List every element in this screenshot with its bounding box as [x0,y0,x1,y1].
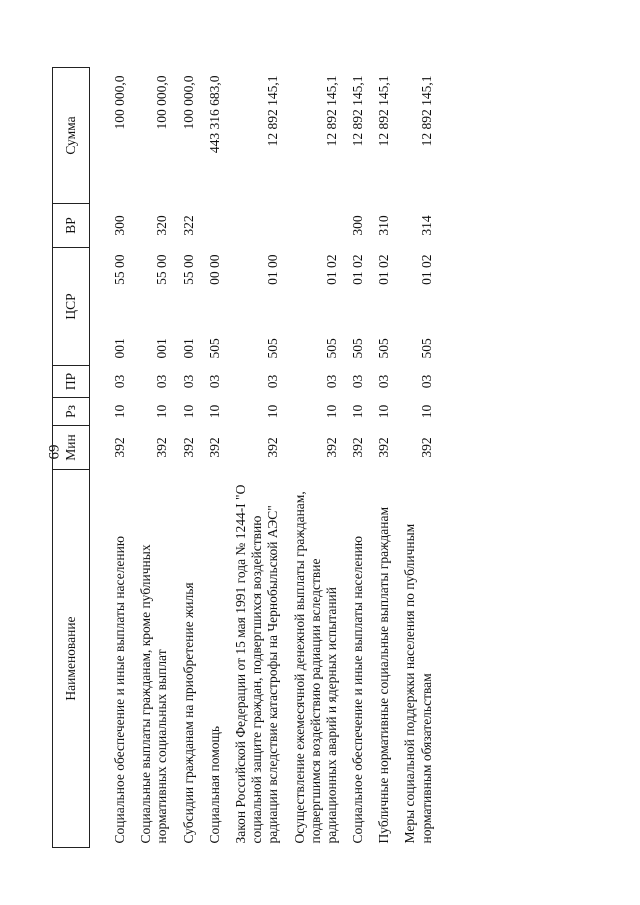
header-name: Наименование [53,470,90,848]
row-sum: 12 892 145,1 [265,75,281,147]
table-row [175,68,201,848]
row-min: 392 [323,437,339,458]
table-row [396,68,438,848]
row-min: 392 [112,437,127,458]
table-row [286,68,345,848]
budget-table [52,67,439,848]
row-csr-part2: 01 02 [350,254,366,285]
row-sum: 100 000,0 [154,75,170,130]
row-csr-part2: 01 00 [265,254,281,285]
row-name: Публичные нормативные социальные выплаты гражданам [376,506,392,844]
row-min: 392 [180,437,196,458]
row-pr: 03 [265,374,281,389]
row-csr [227,248,286,366]
row-sum: 12 892 145,1 [323,75,339,147]
row-csr-part2: 55 00 [154,254,170,285]
row-rz: 10 [180,404,196,419]
row-csr-part1: 505 [418,338,434,359]
row-vr: 310 [376,215,392,236]
header-min: Мин [53,426,90,470]
row-vr [227,204,286,248]
row-vr: 300 [350,215,366,236]
header-pr: ПР [53,366,90,398]
row-vr: 314 [418,215,434,236]
row-csr-part2: 00 00 [206,254,222,285]
row-csr [344,248,370,366]
row-rz: 10 [418,404,434,419]
row-name: Социальная помощь [206,725,222,844]
row-sum: 12 892 145,1 [418,75,434,147]
row-pr: 03 [418,374,434,389]
row-min: 392 [418,437,434,458]
row-rz: 10 [265,404,281,419]
page-number: 69 [46,444,63,460]
row-vr [201,204,227,248]
row-rz: 10 [112,404,127,419]
row-sum: 100 000,0 [180,75,196,130]
table-row [90,68,133,848]
row-csr [286,248,345,366]
row-csr [396,248,438,366]
row-vr: 322 [180,215,196,236]
row-rz: 10 [350,404,366,419]
row-csr-part2: 55 00 [112,254,127,285]
row-csr-part1: 001 [180,338,196,359]
table-row [370,68,396,848]
table-row [132,68,174,848]
row-csr [90,248,133,366]
row-rz: 10 [154,404,170,419]
row-name: Осуществление ежемесячной денежной выплаты гражданам, подвергшимся воздействию радиации вследствие радиационных аварий и ядерных испытаний [291,491,339,844]
row-csr-part1: 505 [376,338,392,359]
row-pr: 03 [323,374,339,389]
header-sum: Сумма [53,68,90,204]
row-csr-part2: 01 02 [323,254,339,285]
row-name: Социальное обеспечение и иные выплаты населению [350,536,366,844]
row-csr-part1: 001 [154,338,170,359]
row-min: 392 [154,437,170,458]
row-rz: 10 [376,404,392,419]
row-min: 392 [350,437,366,458]
row-pr: 03 [376,374,392,389]
row-pr: 03 [206,374,222,389]
row-csr-part1: 001 [112,338,127,359]
row-csr [175,248,201,366]
row-csr-part2: 01 02 [418,254,434,285]
row-vr: 300 [112,215,127,236]
row-csr-part1: 505 [323,338,339,359]
row-sum: 443 316 683,0 [206,75,222,154]
table-row [344,68,370,848]
row-csr-part1: 505 [265,338,281,359]
row-pr: 03 [154,374,170,389]
row-csr-part2: 01 02 [376,254,392,285]
row-sum: 12 892 145,1 [376,75,392,147]
row-pr: 03 [112,374,127,389]
row-rz: 10 [323,404,339,419]
header-vr: ВР [53,204,90,248]
table-row [227,68,286,848]
table-row [201,68,227,848]
row-min: 392 [376,437,392,458]
row-min: 392 [206,437,222,458]
row-csr [201,248,227,366]
header-rz: Рз [53,398,90,426]
row-sum: 100 000,0 [112,75,127,130]
row-vr [286,204,345,248]
row-pr: 03 [350,374,366,389]
row-csr-part2: 55 00 [180,254,196,285]
row-csr [370,248,396,366]
row-vr: 320 [154,215,170,236]
row-pr: 03 [180,374,196,389]
row-name: Меры социальной поддержки населения по публичным нормативным обязательствам [402,523,434,844]
row-name: Закон Российской Федерации от 15 мая 1991 года № 1244-I "О социальной защите граждан, подвергшихся воздействию радиации вследствие катастрофы на Чернобыльской АЭС" [232,484,281,844]
row-name: Социальное обеспечение и иные выплаты населению [112,536,127,844]
rotated-table-container [52,68,522,848]
table-header-row [53,68,90,848]
row-name: Социальные выплаты гражданам, кроме публичных нормативных социальных выплат [138,544,170,844]
row-sum: 12 892 145,1 [350,75,366,147]
row-csr-part1: 505 [206,338,222,359]
row-min: 392 [265,437,281,458]
header-csr: ЦСР [53,248,90,366]
row-name: Субсидии гражданам на приобретение жилья [180,582,196,844]
row-csr [132,248,174,366]
row-csr-part1: 505 [350,338,366,359]
row-rz: 10 [206,404,222,419]
